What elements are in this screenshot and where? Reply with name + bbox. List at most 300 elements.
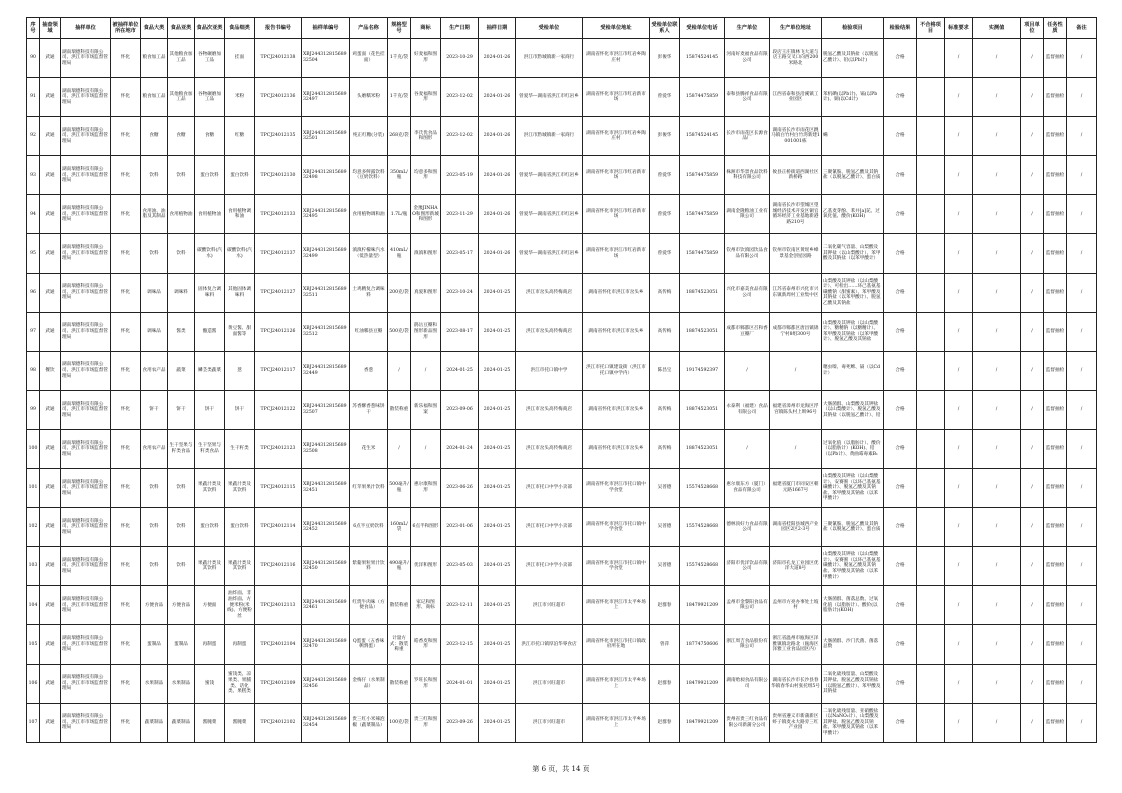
table-cell: 湖南省怀化市洪江市红岩新市场 <box>583 195 650 234</box>
table-cell: 268克/袋 <box>388 117 411 156</box>
table-cell: 监督抽检 <box>1044 234 1067 273</box>
table-cell: 武通 <box>40 234 61 273</box>
table-cell: 湖南瑞德科技有限公司、洪江市市场监督管理局 <box>61 351 111 390</box>
table-cell: XBJ24431281568932454 <box>302 703 350 742</box>
table-cell: / <box>973 156 1021 195</box>
table-cell: 洪江市岔头高传梅商店 <box>516 429 583 468</box>
table-cell: 鹃岳豆瓣和图形新品图形 <box>411 312 441 351</box>
column-header: 食品细类 <box>225 18 255 39</box>
table-cell: 曾爱华 <box>650 156 680 195</box>
table-cell: / <box>1021 508 1044 547</box>
table-row <box>27 312 1097 351</box>
table-cell: 吴普德 <box>650 469 680 508</box>
table-cell: 怀化 <box>111 508 141 547</box>
table-cell: 500毫升/瓶 <box>388 469 411 508</box>
column-header: 食品亚类 <box>168 18 195 39</box>
table-cell: / <box>973 195 1021 234</box>
table-cell <box>917 195 945 234</box>
table-cell: 洪江市岔头高传梅商店 <box>516 273 583 312</box>
table-cell: TPCJ24012126 <box>255 312 302 351</box>
table-row <box>27 273 1097 312</box>
table-cell: 攸县正桥街道西湖社区新桥路 <box>770 156 822 195</box>
table-row <box>27 586 1097 625</box>
table-cell <box>917 703 945 742</box>
table-cell: 钦州市钦南区黄瑶乡峰景基金创星园路 <box>770 234 822 273</box>
table-cell: / <box>973 547 1021 586</box>
table-cell: 滇滇柠檬味汽水（低热量型） <box>350 234 388 273</box>
table-cell: 罗旺长和图形 <box>411 664 441 703</box>
table-cell: 湖南瑞德科技有限公司、洪江市市场监督管理局 <box>61 664 111 703</box>
table-cell: 监督抽检 <box>1044 625 1067 664</box>
table-cell: 食用植物调和油 <box>225 195 255 234</box>
table-cell: 410mL/瓶 <box>388 234 411 273</box>
table-cell: / <box>973 39 1021 78</box>
table-cell: 湖南瑞德科技有限公司、洪江市市场监督管理局 <box>61 312 111 351</box>
table-cell: 噻虫嗪、毒死蜱、镉（以Cd计） <box>822 351 884 390</box>
table-cell: 监督抽检 <box>1044 508 1067 547</box>
table-cell <box>917 78 945 117</box>
table-cell: 2023-12-15 <box>441 625 479 664</box>
table-cell: 武通 <box>40 39 61 78</box>
table-cell: 武通 <box>40 156 61 195</box>
table-cell: 洪江市兴旺超市 <box>516 664 583 703</box>
column-header: 受检单位 <box>516 18 583 39</box>
table-cell: 惠尔康和图形 <box>411 469 441 508</box>
table-cell: / <box>945 703 973 742</box>
table-cell <box>917 625 945 664</box>
table-row <box>27 508 1097 547</box>
table-cell: 洪江市托口中学小卖部 <box>516 469 583 508</box>
table-cell: 二氧化硫残留量、亚硝酸盐（以NaNO₂计）、山梨酸及其钾盐、脱氢乙酸及其钠盐、苯甲酸及其钠盐（以苯甲酸计） <box>822 703 884 742</box>
table-cell: 湖南瑞德科技有限公司、洪江市市场监督管理局 <box>61 469 111 508</box>
table-cell: / <box>1067 156 1097 195</box>
table-cell: 2023-10-29 <box>441 39 479 78</box>
table-cell: 红烧牛肉味（方便食品） <box>350 586 388 625</box>
table-cell: 江西省泰和县沿溪镇工业园区 <box>770 78 822 117</box>
column-header: 任务性质 <box>1044 18 1067 39</box>
table-cell: 食用植物调和油 <box>350 195 388 234</box>
table-cell: 酱类 <box>168 312 195 351</box>
table-cell: 监督抽检 <box>1044 429 1067 468</box>
table-cell: 怀化 <box>111 390 141 429</box>
table-cell: 91 <box>27 78 40 117</box>
table-cell: 方便食品 <box>168 586 195 625</box>
column-header: 规格型号 <box>388 18 411 39</box>
table-cell: 济阳市孔龙工业园区优洋大道8号 <box>770 547 822 586</box>
table-cell: / <box>1067 390 1097 429</box>
table-cell: 蛋白饮料 <box>225 508 255 547</box>
table-cell: / <box>1021 273 1044 312</box>
table-cell: 红油郫县豆瓣 <box>350 312 388 351</box>
table-cell: 2023-09-06 <box>441 390 479 429</box>
table-cell: 94 <box>27 195 40 234</box>
table-cell: 吴普德 <box>650 547 680 586</box>
table-cell: XBJ24431281568932449 <box>302 351 350 390</box>
column-header: 受检单位地址 <box>583 18 650 39</box>
table-cell: 再制蛋 <box>195 625 225 664</box>
table-cell: 监督抽检 <box>1044 273 1067 312</box>
table-cell: 湖南省怀化市洪江市托口镇中学食堂 <box>583 508 650 547</box>
table-cell: / <box>770 429 822 468</box>
table-cell: 2024-01-25 <box>479 664 516 703</box>
table-cell: / <box>1067 195 1097 234</box>
table-cell: 果蔬汁类及其饮料 <box>195 469 225 508</box>
table-cell: 6点半和图形 <box>411 508 441 547</box>
table-cell: 段店王庄镇林飞大道与店王路交叉口向西200米路北 <box>770 39 822 78</box>
table-cell <box>917 429 945 468</box>
table-cell: 洪江市兴旺超市 <box>516 586 583 625</box>
table-cell: 调味品 <box>141 312 168 351</box>
table-cell: 湖南瑞德科技有限公司、洪江市市场监督管理局 <box>61 547 111 586</box>
table-cell: 饮料 <box>141 156 168 195</box>
table-cell: 饮料 <box>168 234 195 273</box>
table-row <box>27 547 1097 586</box>
table-cell: 脱氢乙酸及其钠盐（以脱氢乙酸计）、铅(以Pb计) <box>822 39 884 78</box>
table-cell: 怀化 <box>111 195 141 234</box>
table-cell: 饮料 <box>141 547 168 586</box>
table-cell: 山梨酸及其钾盐（以山梨酸计）、安赛蜜（以环己基氨基磺酸计）、脱氢乙酸及其钠盐、苯甲酸及其钠盐（以苯甲酸计） <box>822 469 884 508</box>
table-cell: 其他粮食加工品 <box>168 78 195 117</box>
table-cell: 洪江市托口镇中学 <box>516 351 583 390</box>
table-cell: 陈昌宝 <box>650 351 680 390</box>
table-cell: 2023-12-11 <box>441 586 479 625</box>
table-cell: / <box>945 351 973 390</box>
table-cell: 2023-12-02 <box>441 78 479 117</box>
table-cell: 武通 <box>40 703 61 742</box>
table-cell: / <box>1067 586 1097 625</box>
table-cell: 蛋制品 <box>168 625 195 664</box>
table-cell: / <box>973 312 1021 351</box>
table-cell: 合格 <box>884 273 917 312</box>
table-cell: 谷物碾磨加工品 <box>195 39 225 78</box>
table-cell: 酱腌菜 <box>225 703 255 742</box>
table-cell: 2024-01-25 <box>479 351 516 390</box>
table-cell: 105 <box>27 625 40 664</box>
table-cell: 湖南瑞德科技有限公司、洪江市市场监督管理局 <box>61 429 111 468</box>
table-cell: / <box>1021 78 1044 117</box>
table-cell: / <box>973 586 1021 625</box>
table-cell: 生干籽类 <box>225 429 255 468</box>
table-cell: / <box>945 39 973 78</box>
table-cell: TPCJ24012116 <box>255 547 302 586</box>
table-cell: 2024-01-25 <box>479 547 516 586</box>
table-cell <box>917 586 945 625</box>
page-footer: 第 6 页，共 14 页 <box>532 765 590 773</box>
table-cell: 螨 <box>822 117 884 156</box>
table-cell: 湖南省怀化市洪江市岔头乡 <box>583 390 650 429</box>
table-cell: 武通 <box>40 586 61 625</box>
table-cell: 2024-01-25 <box>479 508 516 547</box>
table-cell: / <box>1021 156 1044 195</box>
table-cell: 18874523051 <box>680 312 725 351</box>
table-cell: 山梨酸及其钾盐（以山梨酸计）、糖精钠（以糖精计）、苯甲酸及其钠盐（以苯甲酸计）、脱氢乙酸及其钠盐 <box>822 312 884 351</box>
table-cell: 金豫JINHAO和图形新城和图形 <box>411 195 441 234</box>
table-row <box>27 625 1097 664</box>
table-cell: 15874475859 <box>680 156 725 195</box>
table-cell: 武通 <box>40 273 61 312</box>
table-cell: 103 <box>27 547 40 586</box>
table-cell: 饮料 <box>168 469 195 508</box>
table-row <box>27 39 1097 78</box>
table-cell: 香葱 <box>350 351 388 390</box>
table-cell: 彭俊华 <box>650 39 680 78</box>
table-cell: 2024-01-24 <box>441 429 479 468</box>
column-header: 备注 <box>1067 18 1097 39</box>
table-cell: 二氧化碳气容量、山梨酸及其钾盐（以山梨酸计）、苯甲酸及其钠盐（以苯甲酸计） <box>822 234 884 273</box>
table-cell: TPCJ24012122 <box>255 390 302 429</box>
table-cell: / <box>1067 39 1097 78</box>
table-cell: / <box>411 351 441 390</box>
table-cell: 家记和图形、商标 <box>411 586 441 625</box>
table-cell <box>917 508 945 547</box>
table-cell: 蛋白饮料 <box>225 156 255 195</box>
column-header: 商标 <box>411 18 441 39</box>
table-cell: 蛋白饮料 <box>195 156 225 195</box>
table-cell: 监督抽检 <box>1044 117 1067 156</box>
table-cell: 2024-01-25 <box>479 469 516 508</box>
table-cell: 湖南瑞德科技有限公司、洪江市市场监督管理局 <box>61 703 111 742</box>
table-cell: 洪江市岔头高传梅商店 <box>516 312 583 351</box>
table-cell: 蔬菜 <box>168 351 195 390</box>
table-cell: 2024-01-26 <box>479 234 516 273</box>
table-cell: 三聚氰胺、脱氢乙酸及其钠盐（以脱氢乙酸计）、蛋白质 <box>822 508 884 547</box>
table-cell: 2024-01-26 <box>479 195 516 234</box>
table-cell: / <box>973 117 1021 156</box>
table-cell: 食用农产品 <box>141 429 168 468</box>
table-cell: 饼干 <box>225 390 255 429</box>
table-cell: 饼干 <box>168 390 195 429</box>
table-cell: 碳酸饮料(汽水) <box>195 234 225 273</box>
table-cell: 米粉 <box>225 78 255 117</box>
table-cell: / <box>945 390 973 429</box>
table-cell: TPCJ24012136 <box>255 78 302 117</box>
table-cell: 孟州市金黎阳食品有限公司 <box>725 586 770 625</box>
table-cell: 福建省厦门市同安区朝元路1667号 <box>770 469 822 508</box>
table-cell: 贵三红和图形 <box>411 703 441 742</box>
table-cell: 监督抽检 <box>1044 664 1067 703</box>
table-cell: / <box>945 508 973 547</box>
table-cell: XBJ24431281568932498 <box>302 156 350 195</box>
table-cell: 武通 <box>40 429 61 468</box>
table-row <box>27 469 1097 508</box>
table-cell: 高传梅 <box>650 390 680 429</box>
table-cell: 合格 <box>884 625 917 664</box>
table-header-row <box>27 18 1097 39</box>
table-cell: / <box>1067 312 1097 351</box>
table-cell: XBJ24431281568932470 <box>302 625 350 664</box>
table-cell: 碳酸饮料(汽水) <box>225 234 255 273</box>
table-cell: 湖南省怀化市洪江市红岩乡陶庄村 <box>583 117 650 156</box>
table-cell: 湖南省怀化市洪江市托口镇中学食堂 <box>583 469 650 508</box>
table-cell: 怀化 <box>111 703 141 742</box>
table-cell <box>917 39 945 78</box>
table-cell: / <box>945 117 973 156</box>
table-cell: 1.7L/瓶 <box>388 195 411 234</box>
table-cell: 浙江省温州市瓯海区泽雅镇镇北路北（瓯海区泽雅工业食品园区内） <box>770 625 822 664</box>
table-cell: 湖南瑞德科技有限公司、洪江市市场监督管理局 <box>61 586 111 625</box>
table-cell: / <box>1067 703 1097 742</box>
column-header: 食品次亚类 <box>195 18 225 39</box>
table-cell: TPCJ24012104 <box>255 625 302 664</box>
table-cell: / <box>1067 351 1097 390</box>
table-cell: 洪江市托口镇建设街（洪江市托口镇中学内） <box>583 351 650 390</box>
table-cell: 大肠菌群、沙门氏菌、菌落总数 <box>822 625 884 664</box>
table-cell: 武通 <box>40 508 61 547</box>
table-cell: / <box>945 156 973 195</box>
table-cell: TPCJ24012115 <box>255 469 302 508</box>
table-cell: 102 <box>27 508 40 547</box>
column-header: 报告书编号 <box>255 18 302 39</box>
table-cell <box>917 469 945 508</box>
table-cell: XBJ24431281568932499 <box>302 234 350 273</box>
table-cell: 武通 <box>40 390 61 429</box>
column-header: 食品大类 <box>141 18 168 39</box>
table-cell: 2023-09-26 <box>441 703 479 742</box>
table-cell: 2023-05-03 <box>441 547 479 586</box>
table-cell: 106 <box>27 664 40 703</box>
table-row <box>27 234 1097 273</box>
table-cell: 500克/袋 <box>388 312 411 351</box>
column-header: 受检单位电话 <box>680 18 725 39</box>
table-cell: 再制蛋 <box>225 625 255 664</box>
column-header: 产品名称 <box>350 18 388 39</box>
table-cell: 三聚氰胺、脱氢乙酸及其钠盐（以脱氢乙酸计）、蛋白质 <box>822 156 884 195</box>
table-cell: 贵州省遵义市新蒲新区虾子镇麦永大路旁三红产业园 <box>770 703 822 742</box>
table-cell: 湖南省怀化市洪江市托口镇中学食堂 <box>583 547 650 586</box>
table-cell: / <box>945 195 973 234</box>
table-cell: 酱腌菜 <box>195 703 225 742</box>
table-cell: XBJ24431281568932495 <box>302 195 350 234</box>
table-cell: 贵三红小米辣泡椒（蔬菜制品） <box>350 703 388 742</box>
column-header: 序号 <box>27 18 40 39</box>
table-cell: 蔬菜制品 <box>168 703 195 742</box>
table-cell: 福建省漳州市龙海区浮宫镇陈头村上圳96号 <box>770 390 822 429</box>
table-cell: 怀化 <box>111 78 141 117</box>
table-cell: 合格 <box>884 117 917 156</box>
table-cell: 2024-01-01 <box>441 664 479 703</box>
table-cell: 100克/袋 <box>388 703 411 742</box>
table-cell: 湖南瑞德科技有限公司、洪江市市场监督管理局 <box>61 117 111 156</box>
table-cell: 合格 <box>884 586 917 625</box>
table-cell: 2023-05-17 <box>441 234 479 273</box>
table-cell: / <box>973 703 1021 742</box>
table-cell: 永泰利（福建）食品有限公司 <box>725 390 770 429</box>
column-header: 生产单位 <box>725 18 770 39</box>
table-cell: XBJ24431281568932450 <box>302 547 350 586</box>
table-cell: 食用农产品 <box>141 351 168 390</box>
table-cell: 2024-01-25 <box>479 703 516 742</box>
table-cell: TPCJ24012137 <box>255 234 302 273</box>
table-cell: TPCJ24012113 <box>255 586 302 625</box>
table-cell: 其他粮食加工品 <box>168 39 195 78</box>
table-cell: 怀化 <box>111 429 141 468</box>
table-cell: 监督抽检 <box>1044 703 1067 742</box>
column-header: 不合格项目 <box>917 18 945 39</box>
table-cell: 15874475859 <box>680 195 725 234</box>
table-cell: 苏香酥香葱味饼干 <box>350 390 388 429</box>
table-cell: 头磨糯米粉 <box>350 78 388 117</box>
table-cell: 济阳市优洋饮品有限公司 <box>725 547 770 586</box>
table-cell: 优洋和图形 <box>411 547 441 586</box>
table-cell: 100 <box>27 429 40 468</box>
table-cell: 2023-08-17 <box>441 312 479 351</box>
table-cell: 湖南省长沙市长沙县春华镇春华山村张托组5号 <box>770 664 822 703</box>
table-cell: 鸡蛋面（花色挂面） <box>350 39 388 78</box>
table-cell: 怀化 <box>111 469 141 508</box>
table-cell: 1千克/袋 <box>388 39 411 78</box>
column-header: 实测值 <box>973 18 1021 39</box>
table-cell: 滇滇和图形 <box>411 234 441 273</box>
table-cell: XBJ24431281568932507 <box>302 390 350 429</box>
table-cell: 饮料 <box>141 508 168 547</box>
table-cell: 过氧化值（以脂肪计）、酸价（以脂肪计）(KOH)、铅（以Pb计）、黄曲霉毒素B₁ <box>822 429 884 468</box>
table-cell: / <box>1021 625 1044 664</box>
table-cell: 湖南省长沙市望城区望城经济技术开发区铜官循环经济工业基地新港路210号 <box>770 195 822 234</box>
table-cell: 2024-01-26 <box>479 39 516 78</box>
table-cell: XBJ24431281568932452 <box>302 508 350 547</box>
table-cell: 调味品 <box>141 273 168 312</box>
table-cell: 曾萍 <box>650 625 680 664</box>
table-cell: 怀化 <box>111 351 141 390</box>
table-cell: 2024-01-25 <box>479 429 516 468</box>
table-cell: 红苹果果汁饮料 <box>350 469 388 508</box>
column-header: 项目单位 <box>1021 18 1044 39</box>
table-cell: 浙江周吉食品股份有限公司 <box>725 625 770 664</box>
table-cell: 15874524145 <box>680 39 725 78</box>
table-cell: 监督抽检 <box>1044 156 1067 195</box>
table-cell: 水果制品 <box>168 664 195 703</box>
table-cell: 18874523051 <box>680 390 725 429</box>
table-cell: 计量方式：散装称重 <box>388 625 411 664</box>
table-cell: 湖南金隆粮油工业有限公司 <box>725 195 770 234</box>
table-cell: 果蔬汁类及其饮料 <box>195 547 225 586</box>
table-cell: 洪江市岔头高传梅商店 <box>516 390 583 429</box>
table-cell: 蜜饯类、凉果类、果脯类、话化类、果糕类 <box>225 664 255 703</box>
table-cell: / <box>1067 78 1097 117</box>
table-cell: 蛋白饮料 <box>195 508 225 547</box>
table-cell: TPCJ24012127 <box>255 273 302 312</box>
inspection-results-sheet <box>26 17 1096 743</box>
table-cell: 160mL/袋 <box>388 508 411 547</box>
table-cell: Q蛋蛋（五香味鹌鹑蛋） <box>350 625 388 664</box>
table-cell: 湖南瑞德科技有限公司、洪江市市场监督管理局 <box>61 508 111 547</box>
table-cell: 新乐福和图案 <box>411 390 441 429</box>
table-cell: 花生米 <box>350 429 388 468</box>
table-cell: / <box>1067 273 1097 312</box>
table-cell: 监督抽检 <box>1044 78 1067 117</box>
table-cell: / <box>973 429 1021 468</box>
table-cell: / <box>1021 39 1044 78</box>
table-cell: 蜜饯 <box>195 664 225 703</box>
table-cell: 酿造酱 <box>195 312 225 351</box>
table-cell: / <box>945 547 973 586</box>
table-cell: 2023-05-19 <box>441 156 479 195</box>
table-cell: 合格 <box>884 508 917 547</box>
inspection-results-table <box>26 17 1097 743</box>
table-cell: 油炸面、非油炸面、方便米粉(米线)、方便粉丝 <box>225 586 255 625</box>
table-cell: 苯机碘(以Pb计)、镉(以Pb计)、铜(以Cd计) <box>822 78 884 117</box>
table-cell: 19174592397 <box>680 351 725 390</box>
table-cell: 18479921209 <box>680 586 725 625</box>
column-header: 抽样单位 <box>61 18 111 39</box>
table-cell: / <box>973 351 1021 390</box>
table-cell: 饼干 <box>141 390 168 429</box>
table-cell: / <box>1067 469 1097 508</box>
table-cell: / <box>725 351 770 390</box>
column-header: 被抽样单位所在地市 <box>111 18 141 39</box>
table-cell: 高传梅 <box>650 429 680 468</box>
table-cell: 食糖 <box>195 117 225 156</box>
